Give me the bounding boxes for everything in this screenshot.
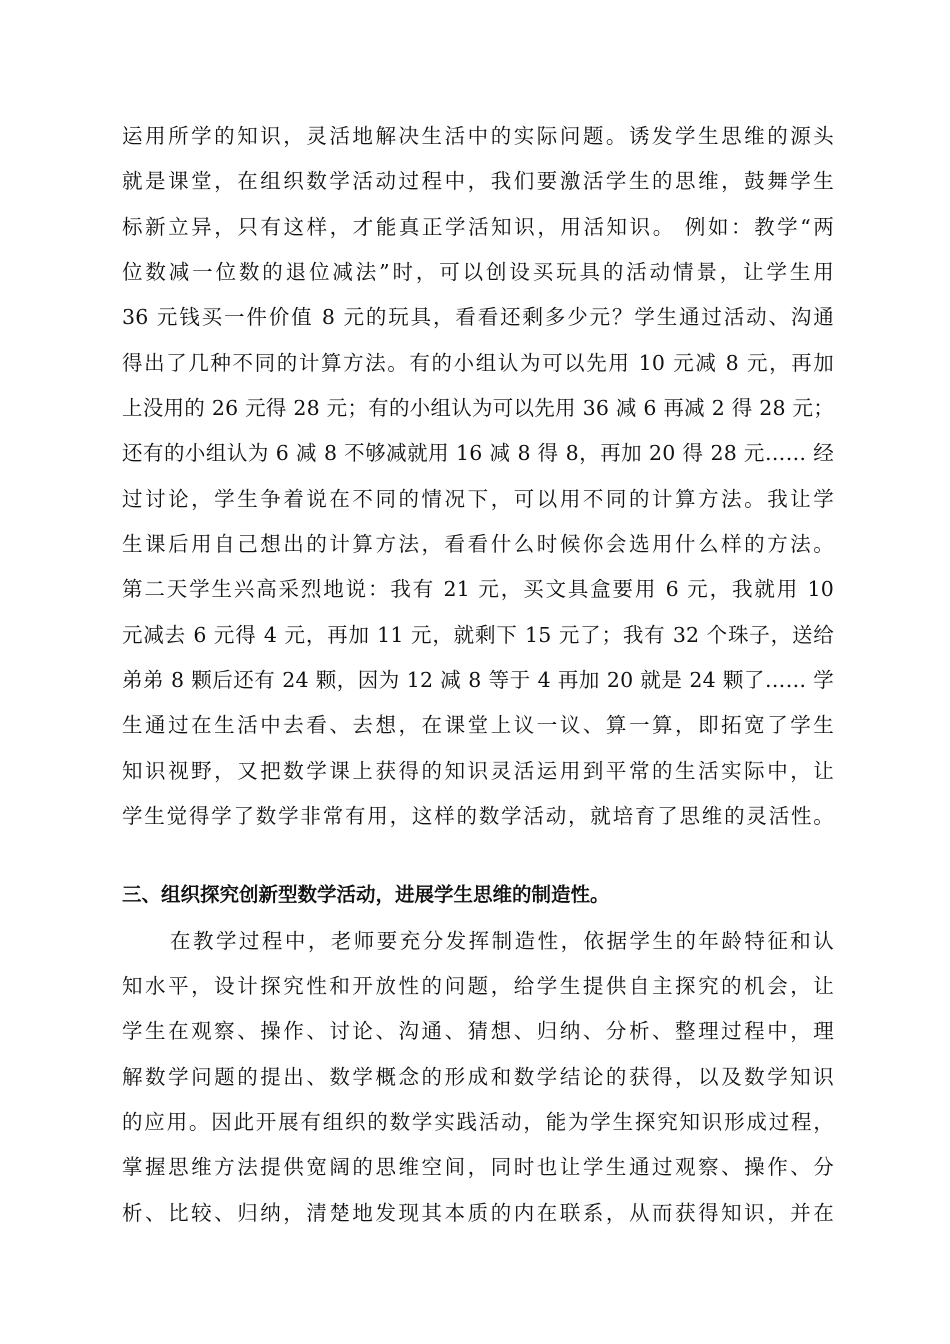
paragraph-line: 知识视野，又把数学课上获得的知识灵活运用到平常的生活实际中，让 bbox=[122, 759, 834, 783]
paragraph-line: 生通过在生活中去看、去想，在课堂上议一议、算一算，即拓宽了学生 bbox=[122, 713, 834, 737]
paragraph-line: 生课后用自己想出的计算方法，看看什么时候你会选用什么样的方法。 bbox=[122, 532, 834, 556]
paragraph-line: 析、比较、归纳，清楚地发现其本质的内在联系，从而获得知识，并在 bbox=[122, 1201, 834, 1225]
section-heading: 三、组织探究创新型数学活动，进展学生思维的制造性。 bbox=[122, 883, 610, 906]
paragraph-line: 学生觉得学了数学非常有用，这样的数学活动，就培育了思维的灵活性。 bbox=[122, 804, 834, 828]
paragraph-line: 弟弟 8 颗后还有 24 颗，因为 12 减 8 等于 4 再加 20 就是 24 颗了…… 学 bbox=[122, 668, 834, 692]
paragraph-line: 还有的小组认为 6 减 8 不够减就用 16 减 8 得 8，再加 20 得 28 元…… 经 bbox=[122, 441, 834, 465]
paragraph-line: 学生在观察、操作、讨论、沟通、猜想、归纳、分析、整理过程中，理 bbox=[122, 1019, 834, 1043]
paragraph-line: 就是课堂，在组织数学活动过程中，我们要激活学生的思维，鼓舞学生 bbox=[122, 169, 834, 193]
paragraph-line: 上没用的 26 元得 28 元；有的小组认为可以先用 36 减 6 再减 2 得 28 元； bbox=[122, 396, 834, 420]
paragraph-line: 标新立异，只有这样，才能真正学活知识，用活知识。 例如：教学“两 bbox=[122, 215, 834, 239]
paragraph-line: 元减去 6 元得 4 元，再加 11 元，就剩下 15 元了；我有 32 个珠子，送给 bbox=[122, 623, 834, 647]
paragraph-line: 掌握思维方法提供宽阔的思维空间，同时也让学生通过观察、操作、分 bbox=[122, 1155, 834, 1179]
paragraph-line: 第二天学生兴高采烈地说：我有 21 元，买文具盒要用 6 元，我就用 10 bbox=[122, 577, 834, 601]
paragraph-line: 在教学过程中，老师要充分发挥制造性，依据学生的年龄特征和认 bbox=[170, 929, 834, 953]
paragraph-line: 位数减一位数的退位减法”时，可以创设买玩具的活动情景，让学生用 bbox=[122, 260, 834, 284]
paragraph-line: 解数学问题的提出、数学概念的形成和数学结论的获得，以及数学知识 bbox=[122, 1065, 834, 1089]
paragraph-line: 的应用。因此开展有组织的数学实践活动，能为学生探究知识形成过程， bbox=[122, 1110, 834, 1134]
paragraph-line: 知水平，设计探究性和开放性的问题，给学生提供自主探究的机会，让 bbox=[122, 974, 834, 998]
paragraph-line: 运用所学的知识，灵活地解决生活中的实际问题。诱发学生思维的源头 bbox=[122, 124, 834, 148]
paragraph-line: 36 元钱买一件价值 8 元的玩具，看看还剩多少元？学生通过活动、沟通 bbox=[122, 305, 834, 329]
paragraph-line: 过讨论，学生争着说在不同的情况下，可以用不同的计算方法。我让学 bbox=[122, 487, 834, 511]
paragraph-line: 得出了几种不同的计算方法。有的小组认为可以先用 10 元减 8 元，再加 bbox=[122, 351, 834, 375]
